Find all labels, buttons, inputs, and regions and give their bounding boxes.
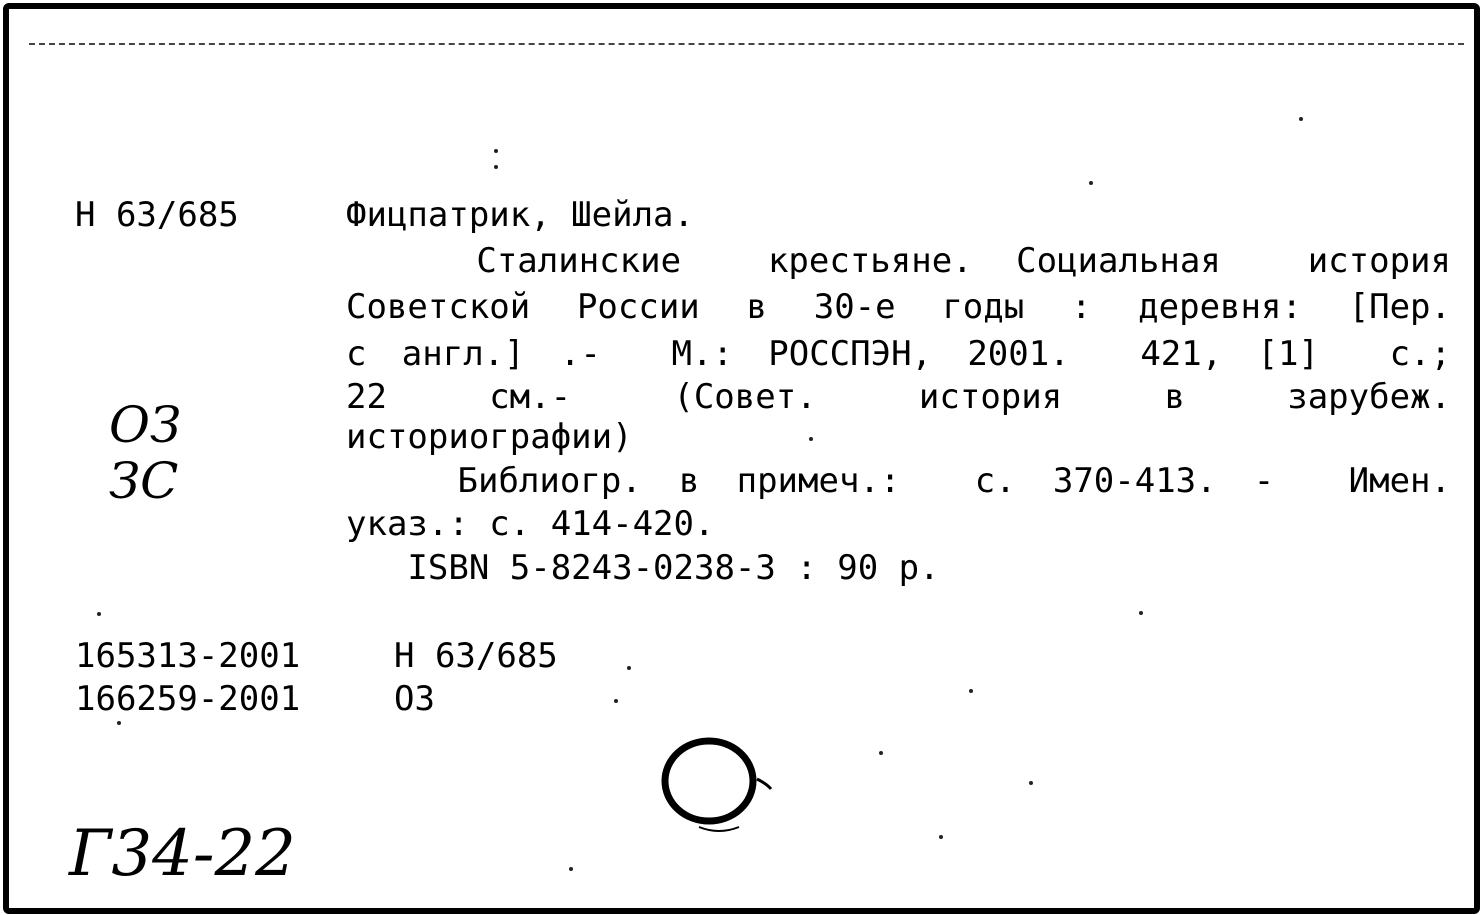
scan-speck [809, 437, 813, 441]
handwritten-footer-code: Г34-22 [69, 817, 296, 891]
description-line-8: ISBN 5-8243-0238-3 : 90 р. [346, 548, 940, 588]
scan-speck [494, 165, 498, 169]
catalog-card [3, 3, 1480, 914]
description-line-5: историографии) [346, 417, 633, 457]
inventory-location: ОЗ [394, 679, 435, 719]
inventory-number: 165313-2001 [75, 636, 301, 676]
scan-speck [1139, 611, 1143, 615]
scan-speck [627, 666, 631, 670]
scan-speck [97, 612, 101, 616]
punch-hole-icon [649, 731, 809, 841]
scan-speck [614, 699, 618, 703]
description-line-1: Сталинские крестьяне. Социальная история [346, 241, 1451, 281]
scan-speck [879, 751, 883, 755]
description-line-7: указ.: с. 414-420. [346, 504, 715, 544]
scan-speck [569, 867, 573, 871]
description-line-3: с англ.] .- М.: РОССПЭН, 2001. 421, [1] с.; [346, 334, 1451, 374]
scan-speck [939, 835, 943, 839]
top-divider [29, 43, 1464, 49]
inventory-location: Н 63/685 [394, 636, 558, 676]
handwritten-shelf-mark-2: ЗС [109, 452, 179, 510]
scan-speck [117, 721, 121, 725]
call-number: Н 63/685 [75, 195, 239, 235]
inventory-number: 166259-2001 [75, 679, 301, 719]
description-line-6: Библиогр. в примеч.: с. 370-413. - Имен. [346, 461, 1451, 501]
author-heading: Фицпатрик, Шейла. [346, 195, 694, 235]
scan-speck [1029, 781, 1033, 785]
description-line-2: Советской России в 30-е годы : деревня: [Пер. [346, 287, 1451, 327]
scan-speck [1299, 117, 1303, 121]
scan-speck [1089, 181, 1093, 185]
handwritten-shelf-mark: ОЗ [109, 396, 182, 454]
scan-speck [969, 689, 973, 693]
scan-speck [494, 149, 498, 153]
description-line-4: 22 см.- (Совет. история в зарубеж. [346, 377, 1451, 417]
